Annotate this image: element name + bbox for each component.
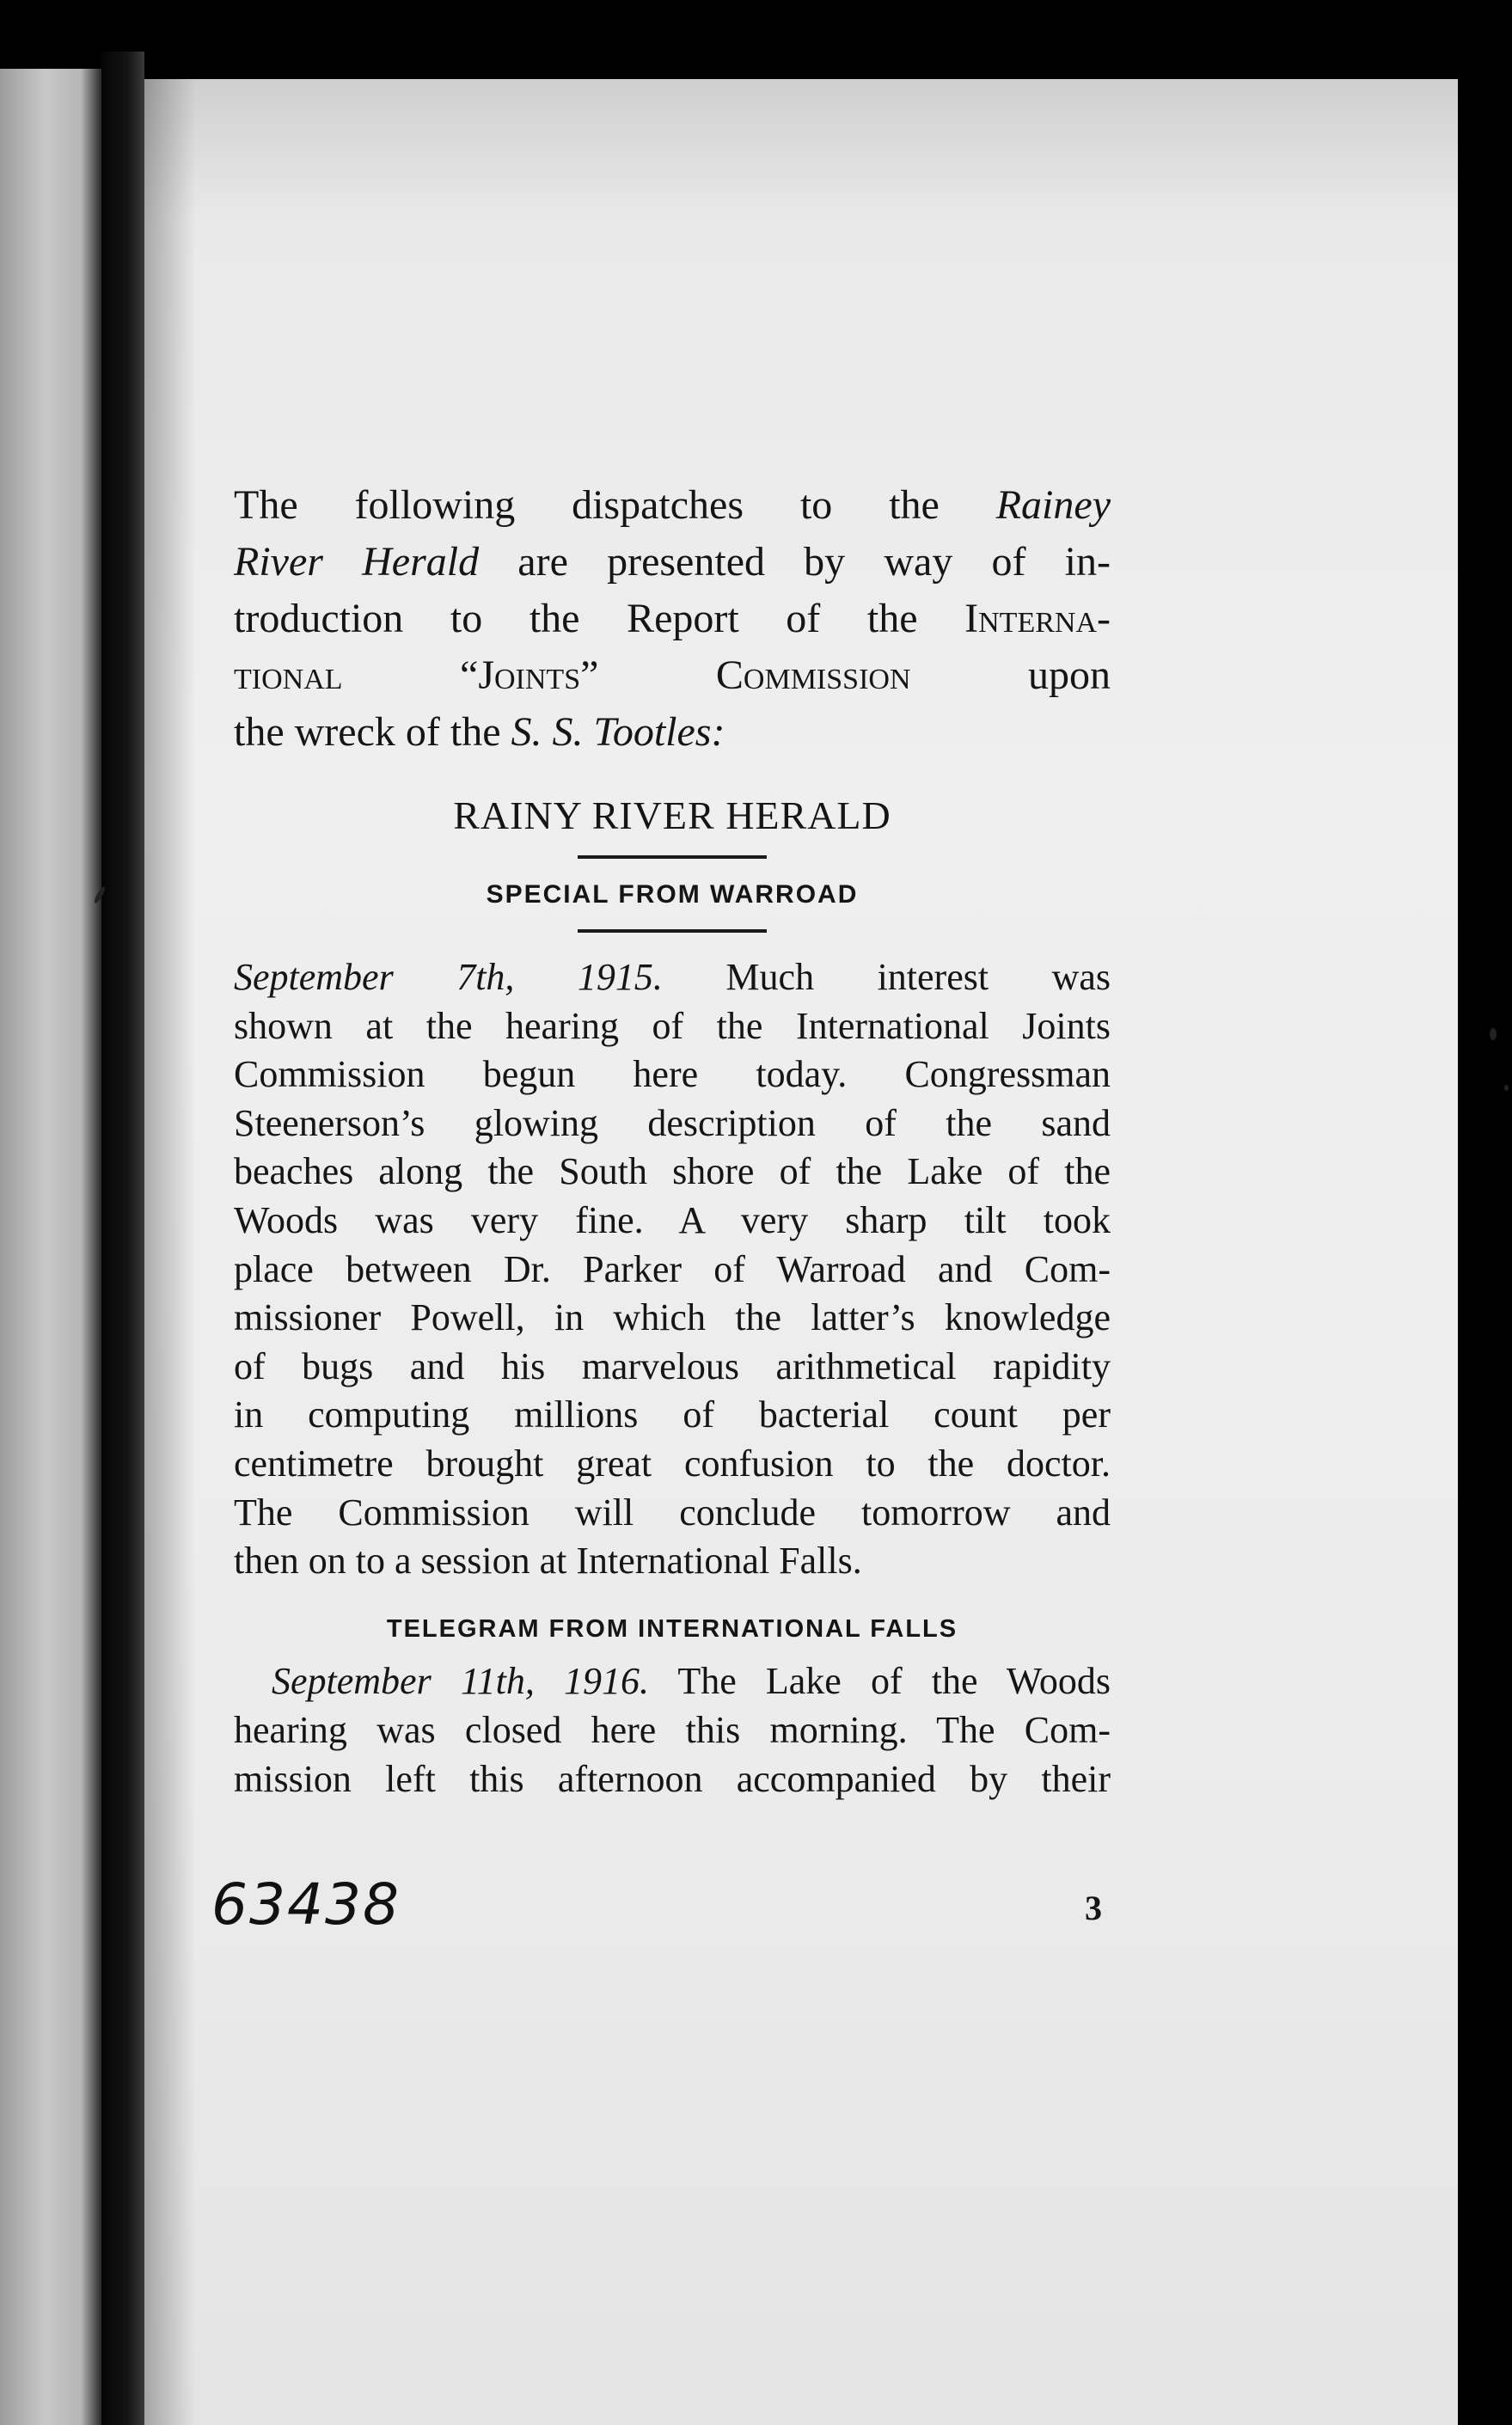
text-line: missioner Powell, in which the latter’s knowledge <box>234 1296 1111 1339</box>
gutter-shadow <box>144 79 196 2425</box>
newspaper-heading: RAINY RIVER HERALD <box>453 793 891 837</box>
scan-speck <box>1504 1085 1509 1091</box>
dispatch-date: September 11th, 1916. <box>272 1659 649 1702</box>
text-line: of bugs and his marvelous arithmetical rapidity <box>234 1344 1111 1387</box>
intro-paragraph: The following dispatches to the Rainey River Herald are presented by way of in- troduction to the Report of the Interna- tional “Joints” Commission upon the wreck of the S. S. Tootles: <box>234 482 1111 755</box>
scan-speck <box>1490 1028 1497 1040</box>
text-line: mission left this afternoon accompanied by their <box>234 1757 1111 1800</box>
heading-rule <box>578 855 767 859</box>
page-text <box>234 477 1111 1803</box>
scan-border <box>1458 0 1512 2425</box>
text-line: hearing was closed here this morning. The Com- <box>234 1708 1111 1751</box>
heading-rule <box>578 929 767 933</box>
dispatch-date: September 7th, 1915. <box>234 956 663 998</box>
book-gutter <box>101 52 144 2425</box>
handwritten-accession-number: 63438 <box>211 1871 401 1938</box>
text-line: Commission begun here today. Congressman <box>234 1053 1111 1096</box>
dispatch-warroad: September 7th, 1915. Much interest was shown at the hearing of the International Joints Commission begun here today. Congressman Steenerson’s glowing description of the sand beaches along the South shore of the Lake of the Woods was very fine. A very sharp tilt took place between Dr. Parker of Warroad and Com- missioner Powell, in which the latter’s knowledge of bugs and his marvelous arithmetical rapidity in computing millions of bacterial count per centimetre brought great confusion to the doctor. The Commission will conclude tomorrow and then on to a session at International Falls. <box>234 953 1111 1586</box>
telegram-heading: TELEGRAM FROM INTERNATIONAL FALLS <box>386 1614 958 1643</box>
text-line: place between Dr. Parker of Warroad and Com- <box>234 1247 1111 1290</box>
text-line: in computing millions of bacterial count per <box>234 1393 1111 1436</box>
facing-page-edge <box>0 69 101 2425</box>
dispatch-international-falls: September 11th, 1916. The Lake of the Woods hearing was closed here this morning. The Com- mission left this afternoon accompanied by their <box>234 1656 1111 1803</box>
text-line: centimetre brought great confusion to the doctor. <box>234 1442 1111 1485</box>
text-line: shown at the hearing of the International Joints <box>234 1004 1111 1047</box>
text-line: Steenerson’s glowing description of the sand <box>234 1101 1111 1144</box>
page-number: 3 <box>1085 1889 1102 1927</box>
text-line: beaches along the South shore of the Lake of the <box>234 1150 1111 1193</box>
special-heading: SPECIAL FROM WARROAD <box>486 880 859 909</box>
text-line: then on to a session at International Falls. <box>234 1540 862 1583</box>
text-line: Woods was very fine. A very sharp tilt took <box>234 1198 1111 1241</box>
text-line: The Commission will conclude tomorrow and <box>234 1491 1111 1534</box>
